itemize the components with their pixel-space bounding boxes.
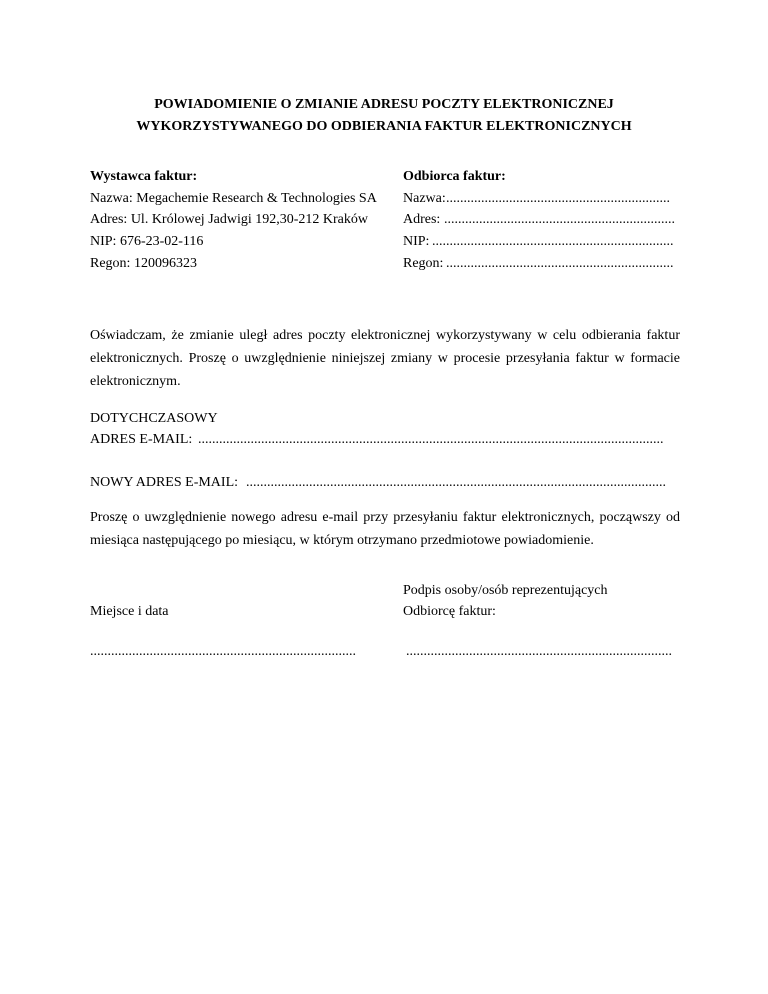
issuer-heading: Wystawca faktur: [90,169,198,184]
statement-line-3: elektronicznym. [90,374,181,389]
recipient-regon-dots: ................................................................. [446,257,674,271]
recipient-nip-label: NIP: [403,234,430,249]
recipient-name-label: Nazwa: [403,191,446,206]
previous-email-label-line-2: ADRES E-MAIL: [90,432,193,447]
place-date-dots: ............................................................................ [90,645,356,659]
signature-dots: ............................................................................ [406,645,672,659]
issuer-nip: NIP: 676-23-02-116 [90,234,204,249]
request-line-2: miesiąca następującego po miesiącu, w którym otrzymano przedmiotowe powiadomienie. [90,533,594,548]
previous-email-label-line-1: DOTYCHCZASOWY [90,411,218,426]
recipient-name-dots: ................................................................ [446,192,670,206]
previous-email-dots: ..................................................................................................................................... [198,433,664,447]
signer-label-line-1: Podpis osoby/osób reprezentujących [403,583,608,598]
statement-line-1: Oświadczam, że zmianie uległ adres poczty elektronicznej wykorzystywany w celu odbierania faktur [90,328,680,343]
new-email-label: NOWY ADRES E-MAIL: [90,475,239,490]
recipient-heading: Odbiorca faktur: [403,169,506,184]
recipient-address-label: Adres: [403,212,441,227]
signer-label-line-2: Odbiorcę faktur: [403,604,496,619]
issuer-address: Adres: Ul. Królowej Jadwigi 192,30-212 Kraków [90,212,369,227]
issuer-regon: Regon: 120096323 [90,256,197,271]
request-line-1: Proszę o uwzględnienie nowego adresu e-mail przy przesyłaniu faktur elektronicznych, począwszy od [90,510,680,525]
recipient-regon-label: Regon: [403,256,444,271]
recipient-nip-dots: ..................................................................... [432,235,674,249]
statement-line-2: elektronicznych. Proszę o uwzględnienie niniejszej zmiany w procesie przesyłania faktur w formacie [90,351,680,366]
recipient-address-dots: .................................................................. [444,213,675,227]
new-email-dots: ........................................................................................................................ [246,476,666,490]
document-title-line-2: WYKORZYSTYWANEGO DO ODBIERANIA FAKTUR ELEKTRONICZNYCH [136,119,632,134]
document-title-line-1: POWIADOMIENIE O ZMIANIE ADRESU POCZTY ELEKTRONICZNEJ [154,97,614,112]
place-date-label: Miejsce i data [90,604,169,619]
issuer-name: Nazwa: Megachemie Research & Technologies SA [90,191,377,206]
